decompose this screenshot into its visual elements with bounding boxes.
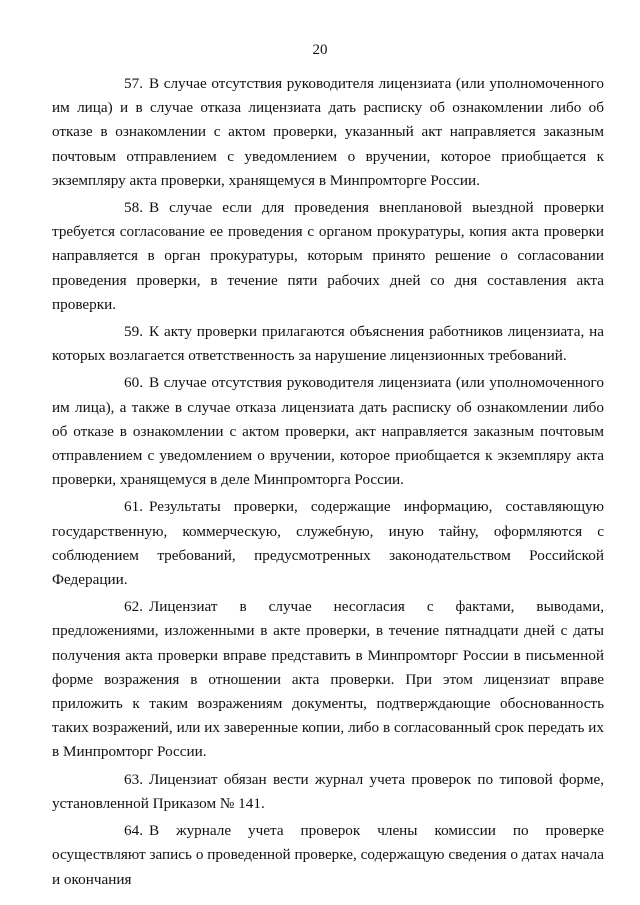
paragraph-number: 57.	[124, 75, 143, 92]
paragraph-59	[52, 320, 604, 368]
paragraph-text: В случае отсутствия руководителя лицензиата (или уполномоченного им лица), а также в случае отказа лицензиата дать расписку об ознакомлении либо об отказе в ознакомлении с актом проверки, акт направляется заказным почтовым отправлением с уведомлением о вручении, которое приобщается к экземпляру акта проверки, хранящемуся в деле Минпромторга России.	[52, 374, 604, 489]
paragraph-number: 59.	[124, 323, 143, 341]
paragraph-58	[52, 196, 604, 317]
paragraph-64	[52, 819, 604, 892]
paragraph-63	[52, 768, 604, 816]
paragraph-57	[52, 72, 604, 193]
document-body	[52, 72, 604, 895]
paragraph-number: 64.	[124, 822, 143, 840]
paragraph-text: Лицензиат обязан вести журнал учета проверок по типовой форме, установленной Приказом № 141.	[52, 770, 604, 812]
paragraph-number: 58.	[124, 199, 143, 217]
paragraph-text: В случае отсутствия руководителя лицензиата (или уполномоченного им лица) и в случае отказа лицензиата дать расписку об ознакомлении либо об отказе в ознакомлении с актом проверки, указанный акт направляется заказным почтовым отправлением с уведомлением о вручении, которое приобщается к экземпляру акта проверки, хранящемуся в Минпромторге России.	[52, 75, 604, 189]
page-number: 20	[312, 42, 328, 58]
paragraph-61	[52, 495, 604, 592]
paragraph-60	[52, 371, 604, 492]
paragraph-text: Лицензиат в случае несогласия с фактами, выводами, предложениями, изложенными в акте проверки, в течение пятнадцати дней с даты получения акта проверки вправе представить в Минпромторг России в письменной форме возражения в отношении акта проверки. При этом лицензиат вправе приложить к таким возражениям документы, подтверждающие обоснованность таких возражений, или их заверенные копии, либо в согласованный срок передать их в Минпромторг России.	[52, 598, 604, 761]
paragraph-number: 62.	[124, 598, 143, 616]
paragraph-62	[52, 595, 604, 764]
paragraph-number: 60.	[124, 374, 143, 392]
paragraph-number: 61.	[124, 498, 143, 516]
paragraph-text: В журнале учета проверок члены комиссии по проверке осуществляют запись о проведенной проверке, содержащую сведения о датах начала и окончания	[52, 822, 604, 888]
paragraph-text: В случае если для проведения внеплановой выездной проверки требуется согласование ее проведения с органом прокуратуры, копия акта проверки направляется в орган прокуратуры, которым принято решение о согласовании проведения проверки, в течение пяти рабочих дней со дня составления акта проверки.	[52, 199, 604, 313]
paragraph-text: Результаты проверки, содержащие информацию, составляющую государственную, коммерческую, служебную, иную тайну, оформляются с соблюдением требований, предусмотренных законодательством Российской Федерации.	[52, 498, 604, 589]
paragraph-text: К акту проверки прилагаются объяснения работников лицензиата, на которых возлагается ответственность за нарушение лицензионных требований.	[52, 323, 604, 365]
paragraph-number: 63.	[124, 770, 143, 788]
